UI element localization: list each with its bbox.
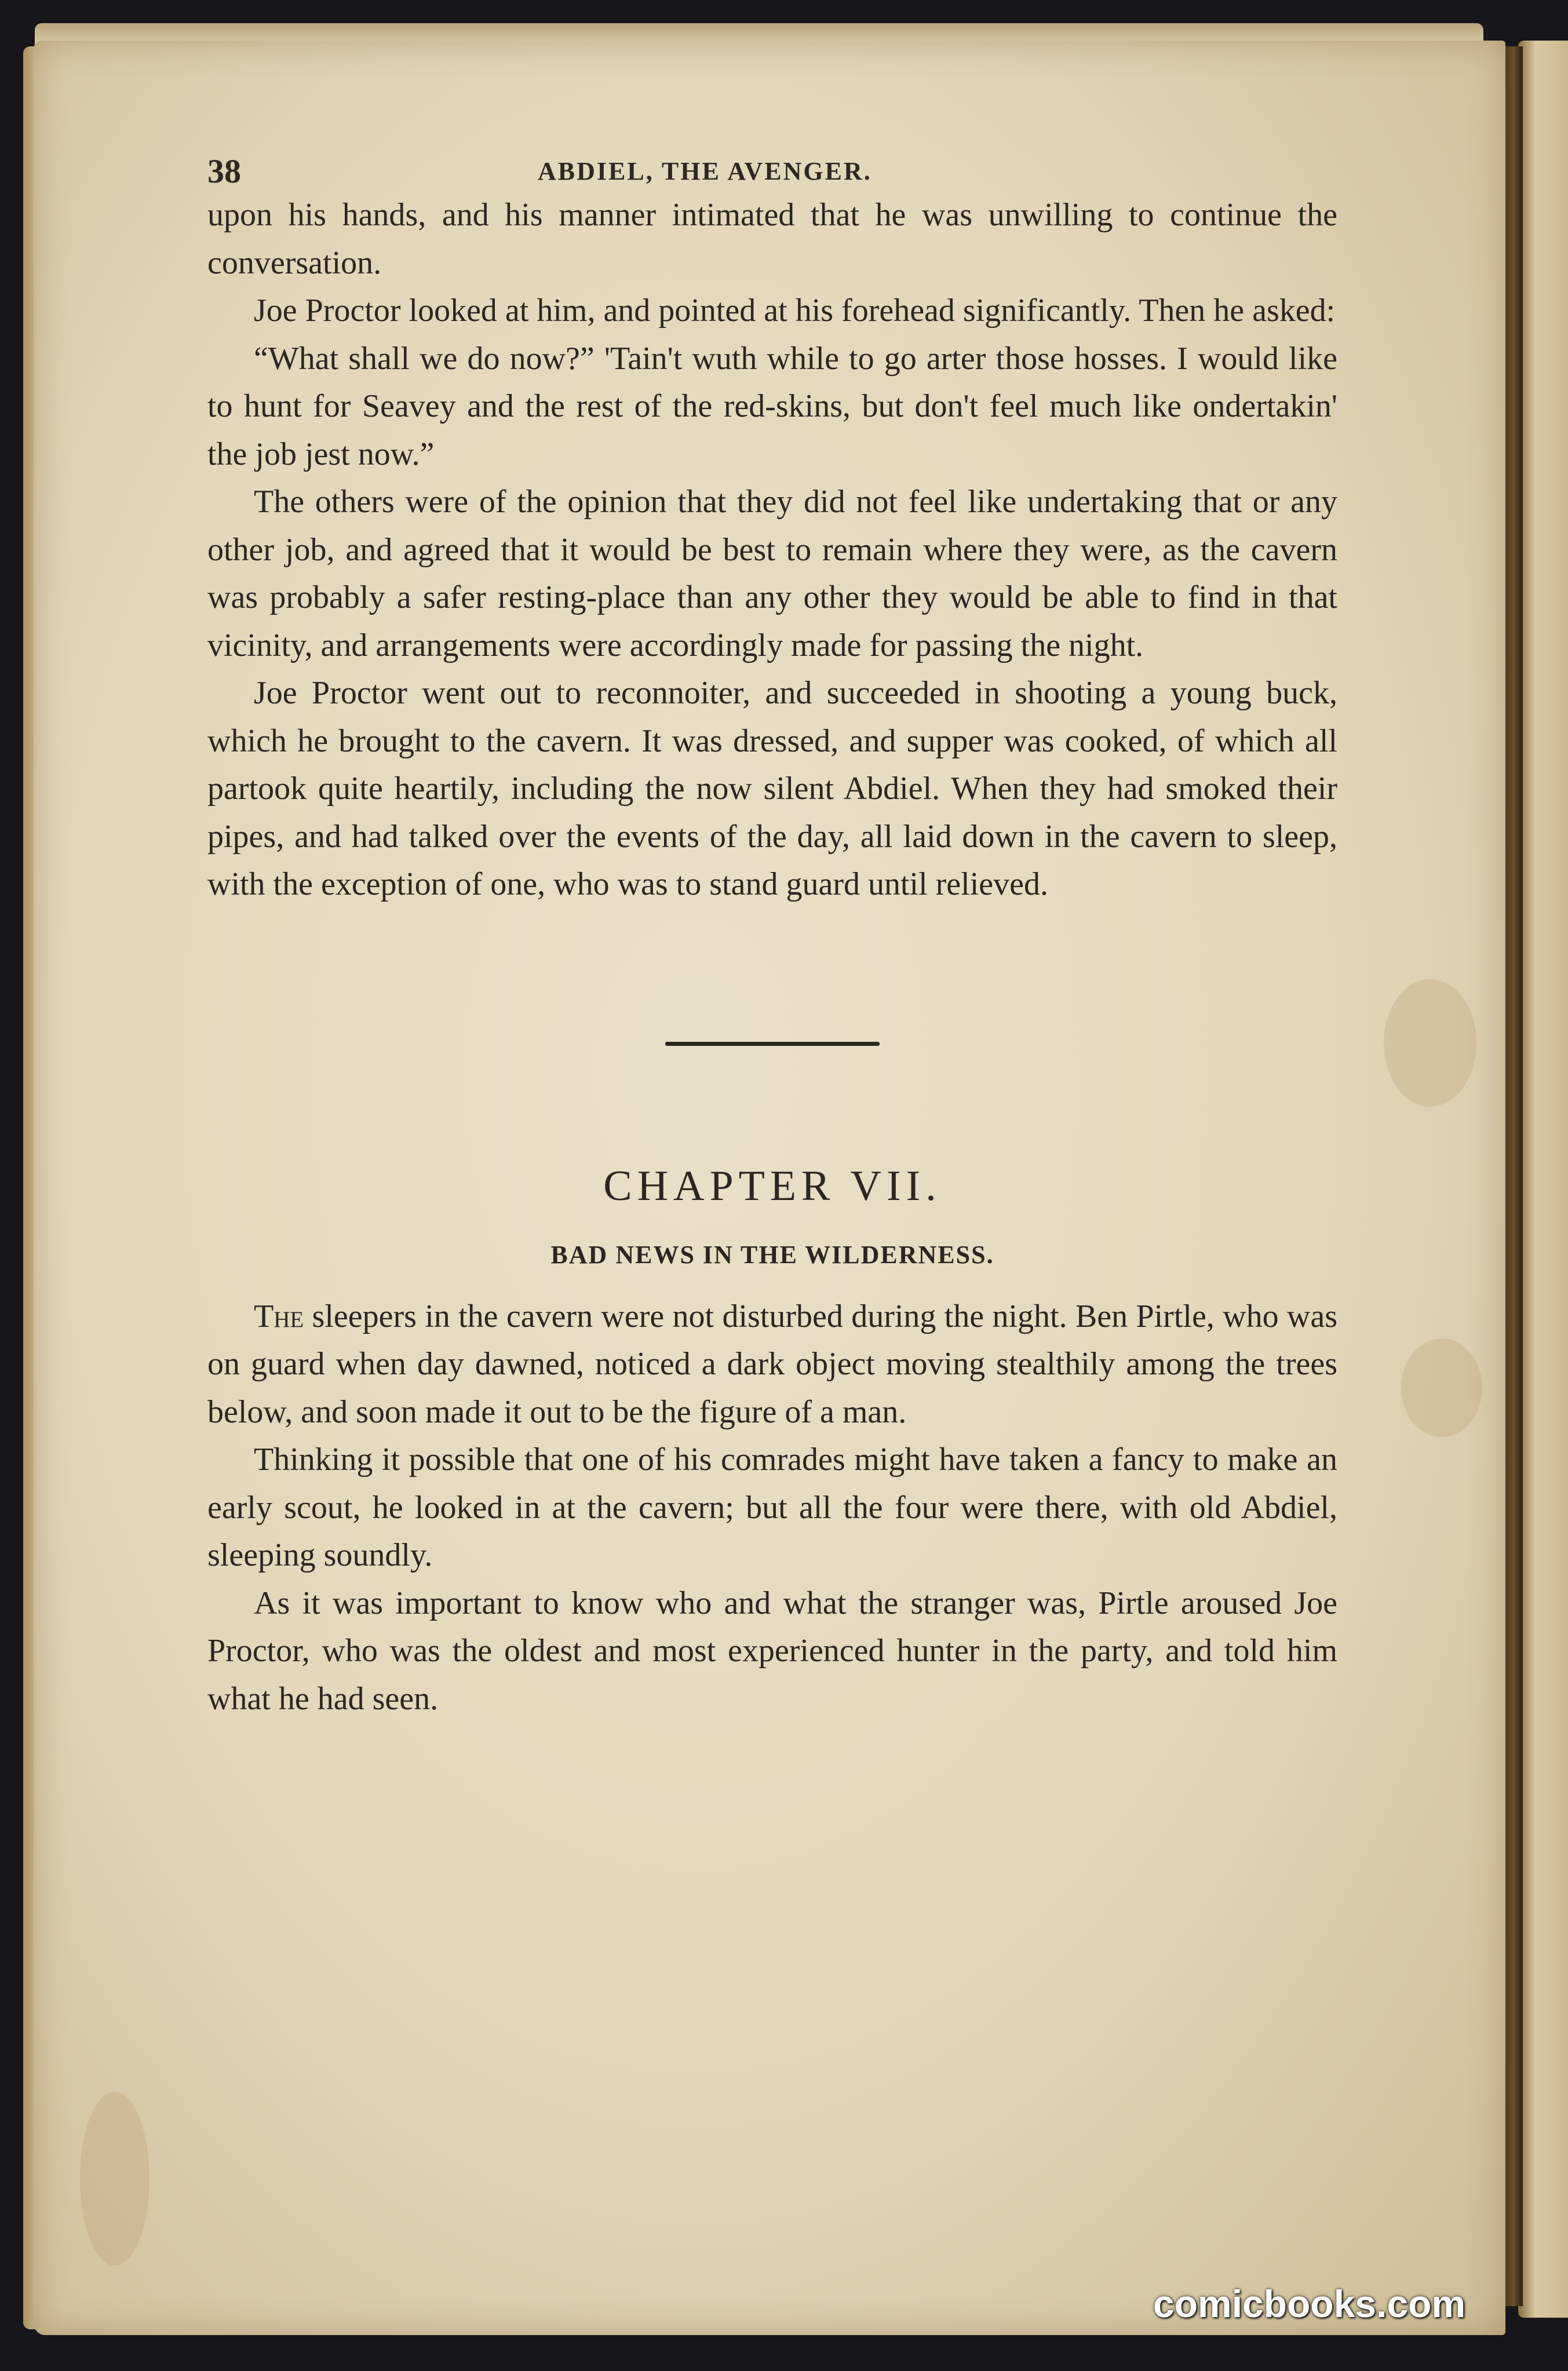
- paragraph: The others were of the opinion that they did not feel like undertaking that or any other job, and agreed that it would be best to remain where they were, as the cavern was probably a safer resting-place than any other they would be able to find in that vicinity, and arrangements were accordingly made for passing the night.: [207, 484, 1337, 663]
- paragraph: Joe Proctor looked at him, and pointed at his forehead significantly. Then he asked:: [254, 293, 1336, 329]
- watermark-logo: comicbooks.com: [1153, 2282, 1466, 2325]
- paragraph-continuation: upon his hands, and his manner intimated that he was unwilling to continue the conversation.: [207, 197, 1337, 281]
- chapter-subtitle: BAD NEWS IN THE WILDERNESS.: [550, 1240, 994, 1269]
- running-head: [207, 145, 1337, 191]
- paragraph: As it was important to know who and what the stranger was, Pirtle aroused Joe Proctor, who was the oldest and most experienced hunter in the party, and told him what he had seen.: [207, 1585, 1337, 1717]
- paper-stain: [1401, 1338, 1482, 1437]
- page-text: [207, 145, 1337, 1723]
- facing-page-edge: [1518, 41, 1568, 2318]
- opening-word: The: [254, 1298, 304, 1334]
- chapter-opening-paragraph: [207, 1293, 1337, 1436]
- page-number: 38: [207, 152, 241, 190]
- paragraph-dialogue: “What shall we do now?” 'Tain't wuth while to go arter those hosses. I would like to hunt for Seavey and the rest of the red-skins, but don't feel much like ondertakin' the job jest now.”: [207, 340, 1337, 472]
- section-divider: [665, 1042, 880, 1046]
- paragraph: Thinking it possible that one of his comrades might have taken a fancy to make an early scout, he looked in at the cavern; but all the four were there, with old Abdiel, sleeping soundly.: [207, 1442, 1337, 1573]
- opening-text: sleepers in the cavern were not disturbed during the night. Ben Pirtle, who was on guard when day dawned, noticed a dark object moving stealthily among the trees below, and soon made it out to be the figure of a man.: [207, 1298, 1337, 1430]
- paper-stain: [1384, 979, 1476, 1107]
- chapter-title: CHAPTER VII.: [603, 1162, 942, 1210]
- running-title: ABDIEL, THE AVENGER.: [538, 157, 872, 185]
- paragraph: Joe Proctor went out to reconnoiter, and succeeded in shooting a young buck, which he brought to the cavern. It was dressed, and supper was cooked, of which all partook quite heartily, including the now silent Abdiel. When they had smoked their pipes, and had talked over the events of the day, all laid down in the cavern to sleep, with the exception of one, who was to stand guard until relieved.: [207, 675, 1337, 902]
- paper-stain: [80, 2092, 149, 2266]
